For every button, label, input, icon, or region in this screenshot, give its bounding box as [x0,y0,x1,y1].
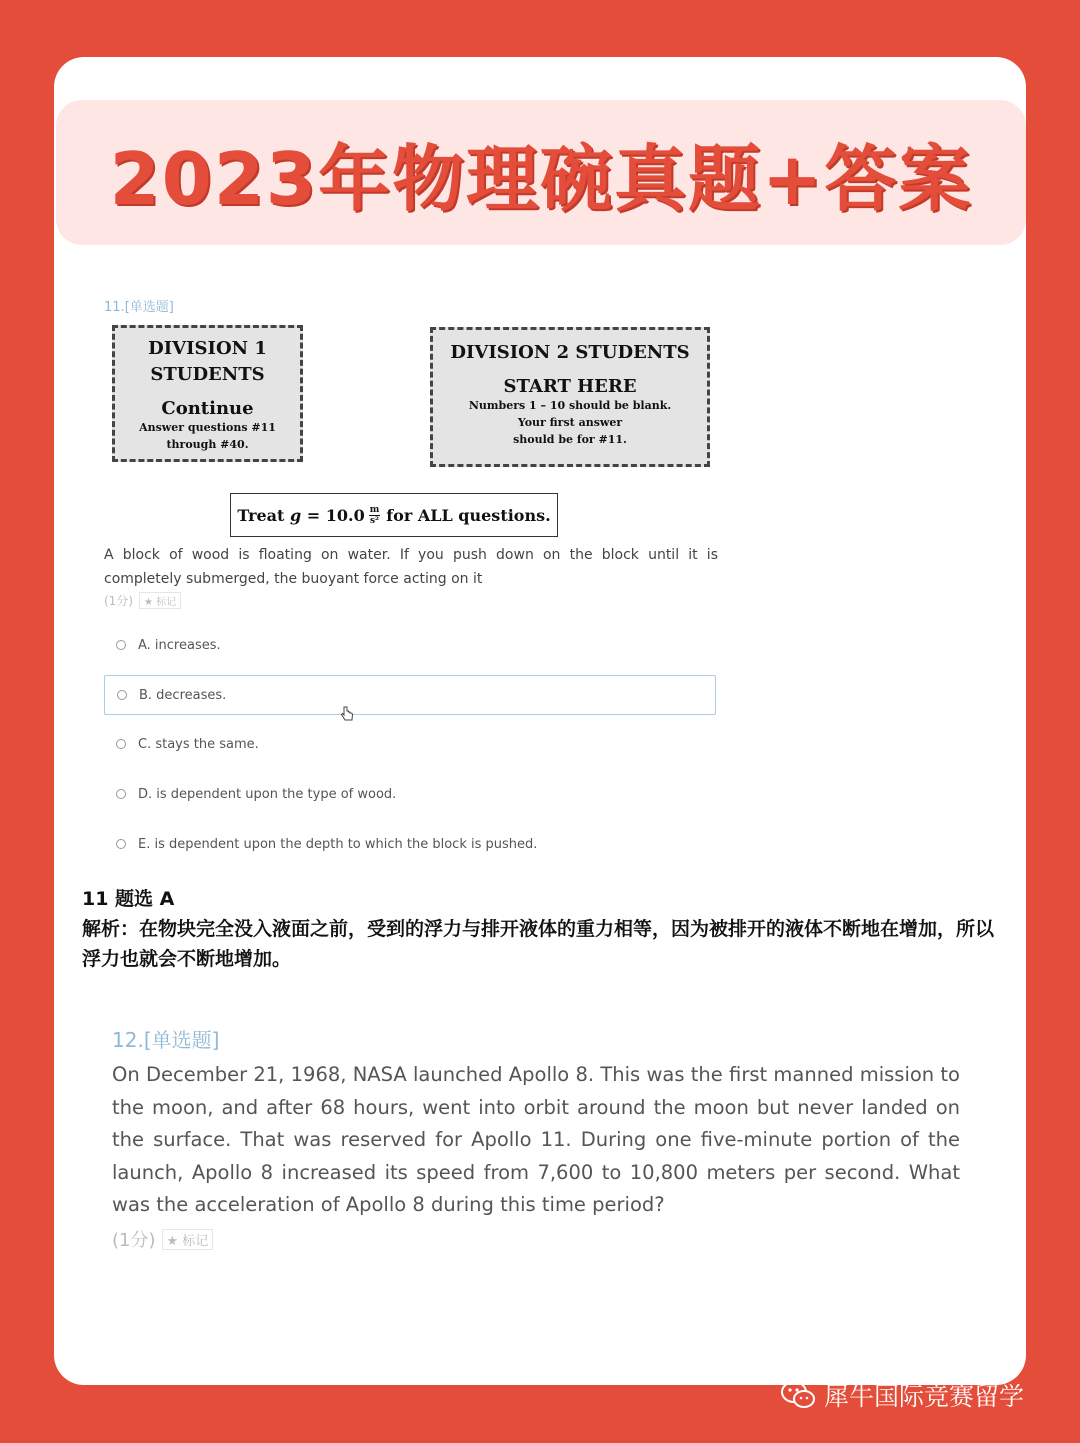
watermark [780,1377,1024,1413]
question-12-number: 12.[单选题] [112,1028,220,1052]
option-d[interactable]: D. is dependent upon the type of wood. [104,774,716,814]
question-12-score: (1分) ★ 标记 [112,1226,213,1252]
hand-cursor-icon [340,706,354,722]
answer-explanation: 解析：在物块完全没入液面之前，受到的浮力与排开液体的重力相等，因为被排开的液体不断地在增加，所以浮力也就会不断地增加。 [82,918,995,970]
option-c[interactable]: C. stays the same. [104,724,716,764]
gravity-note-box: Treat g = 10.0 $\frac{m}{\text{s²}}$ for ALL questions. [230,493,558,537]
radio-icon[interactable] [116,839,126,849]
wechat-icon [780,1380,816,1410]
division-2-box: DIVISION 2 STUDENTS START HERE Numbers 1 – 10 should be blank. Your first answer should be for #11. [430,327,710,467]
answer-section [82,884,1012,974]
radio-icon[interactable] [116,739,126,749]
question-11-score: (1分) ★ 标记 [104,592,181,609]
question-12-text: On December 21, 1968, NASA launched Apollo 8. This was the first manned mission to the moon, and after 68 hours, went into orbit around the moon but never landed on the surface. That was reserved for Apollo 11. During one five-minute portion of the launch, Apollo 8 increased its speed from 7,600 to 10,800 meters per second. What was the acceleration of Apollo 8 during this time period? [112,1063,960,1216]
question-11-number: 11.[单选题] [104,300,174,315]
answer-title: 11 题选 A [82,888,175,910]
option-b[interactable]: B. decreases. [104,675,716,715]
radio-icon[interactable] [116,789,126,799]
radio-icon[interactable] [117,690,127,700]
page-title: 2023年物理碗真题+答案 [109,136,973,221]
mark-button[interactable]: ★ 标记 [162,1229,214,1250]
question-11-text: A block of wood is floating on water. If you push down on the block until it is completely submerged, the buoyant force acting on it [104,547,718,587]
option-e[interactable]: E. is dependent upon the depth to which the block is pushed. [104,824,716,864]
title-banner [56,100,1026,245]
mark-button[interactable]: ★ 标记 [139,592,181,609]
watermark-text: 犀牛国际竞赛留学 [824,1382,1025,1411]
radio-icon[interactable] [116,640,126,650]
division-1-box: DIVISION 1 STUDENTS Continue Answer questions #11 through #40. [112,325,303,462]
option-a[interactable]: A. increases. [104,625,716,665]
unit-fraction: $\frac{m}{\text{s²}}$ [369,504,380,526]
